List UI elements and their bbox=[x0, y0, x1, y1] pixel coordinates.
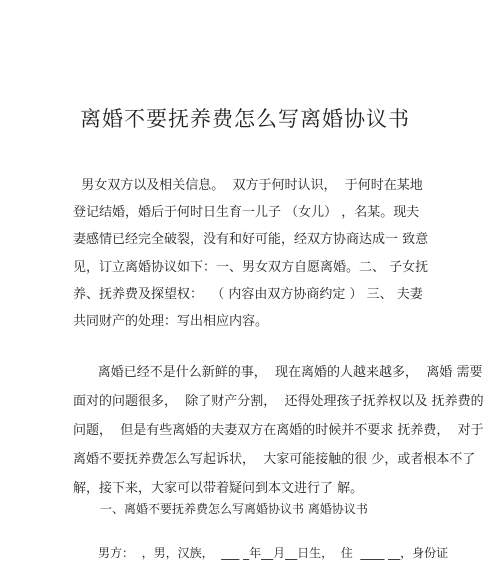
document-title: 离婚不要抚养费怎么写离婚协议书 bbox=[80, 107, 410, 131]
paragraph-line: 问题， 但是有些离婚的夫妻双方在离婚的时候并不要求 抚养费， 对于 bbox=[73, 423, 484, 438]
paragraph-line: 解，接下来，大家可以带着疑问到本文进行了 解。 bbox=[73, 481, 364, 496]
paragraph-line: 养、抚养费及探望权： （ 内容由双方协商约定 ） 三、 夫妻 bbox=[73, 286, 423, 302]
paragraph-line: 登记结婚，婚后于何时日生育一儿子 （女儿） ，名某。现夫 bbox=[73, 205, 420, 221]
paragraph-intro bbox=[73, 358, 484, 503]
paragraph-line: 共同财产的处理：写出相应内容。 bbox=[73, 313, 269, 329]
paragraph-line: 见，订立离婚协议如下：一、男女双方自愿离婚。二、 子女抚 bbox=[73, 259, 429, 275]
paragraph-parties-info bbox=[73, 172, 435, 335]
section-heading: 一、离婚不要抚养费怎么写离婚协议书 离婚协议书 bbox=[100, 502, 368, 516]
paragraph-line: 男女双方以及相关信息。 双方于何时认识， 于何时在某地 bbox=[73, 178, 423, 193]
paragraph-line: 离婚不要抚养费怎么写起诉状， 大家可能接触的很 少，或者根本不了 bbox=[73, 452, 476, 467]
form-line-male-party: 男方： ，男，汉族， ___ _年__月__日生， 住 ____ __，身份证 bbox=[98, 546, 449, 560]
paragraph-line: 妻感情已经完全破裂，没有和好可能，经双方协商达成一 致意 bbox=[73, 232, 429, 248]
paragraph-line: 面对的问题很多， 除了财产分割， 还得处理孩子抚养权以及 抚养费的 bbox=[73, 394, 484, 409]
paragraph-line: 离婚已经不是什么新鲜的事， 现在离婚的人越来越多， 离婚 需要 bbox=[73, 365, 483, 380]
